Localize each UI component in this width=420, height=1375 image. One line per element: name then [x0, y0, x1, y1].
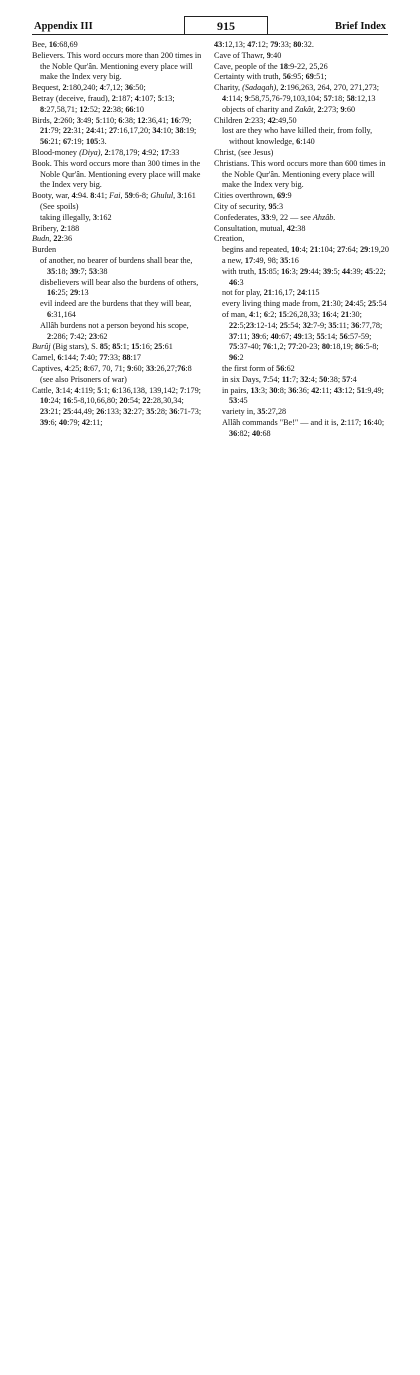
index-entry: Cave, people of the 18:9-22, 25,26 — [214, 61, 328, 71]
header-section-title: Appendix III — [34, 21, 93, 32]
index-entry: Certainty with truth, 56:95; 69:51; — [214, 72, 327, 82]
index-entry: Birds, 2:260; 3:49; 5:110; 6:38; 12:36,41; 16:79; 21:79; 22:31; 24:41; 27:16,17,20; 34:10; 38:19; 56:21; 67:19; 105:3. — [32, 115, 197, 147]
index-subentry: in six Days, 7:54; 11:7; 32:4; 50:38; 57:4 — [222, 374, 357, 384]
index-subentry: disbelievers will bear also the burdens of others, 16:25; 29:13 — [40, 277, 199, 298]
index-subentry: objects of charity and Zakât, 2:273; 9:60 — [222, 104, 356, 114]
page-number-box: 915 — [184, 16, 268, 35]
index-subentry: Allâh commands "Be!" — and it is, 2:117; 16:40; 36:82; 40:68 — [222, 417, 385, 438]
index-subentry: every living thing made from, 21:30; 24:45; 25:54 — [222, 299, 387, 309]
index-subentry: in pairs, 13:3; 30:8; 36:36; 42:11; 43:12; 51:9,49; 53:45 — [222, 385, 384, 406]
index-entry: Burden — [32, 245, 57, 255]
index-entry: Book. This word occurs more than 300 times in the Noble Qur'ân. Mentioning every place will make the Index very big. — [32, 158, 201, 190]
index-entry: Camel, 6:144; 7:40; 77:33; 88:17 — [32, 353, 141, 363]
index-entry: Cave of Thawr, 9:40 — [214, 50, 282, 60]
index-entry: City of security, 95:3 — [214, 201, 284, 211]
index-subentry: of another, no bearer of burdens shall bear the, 35:18; 39:7; 53:38 — [40, 255, 193, 276]
index-subentry: a new, 17:49, 98; 35:16 — [222, 255, 299, 265]
index-entry: Betray (deceive, fraud), 2:187; 4:107; 5:13; 8:27,58,71; 12:52; 22:38; 66:10 — [32, 93, 175, 114]
index-entry: Blood-money (Diya), 2:178,179; 4:92; 17:33 — [32, 147, 180, 157]
index-entry: Consultation, mutual, 42:38 — [214, 223, 306, 233]
index-subentry: evil indeed are the burdens that they will bear, 6:31,164 — [40, 299, 192, 319]
index-entry: Cattle, 3:14; 4:119; 5:1; 6:136,138, 139,142; 7:179; 10:24; 16:5-8,10,66,80; 20:54; 22:28,30,34; 23:21; 25:44,49; 26:133; 32:27; 35:28; 36:71-73; 39:6; 40:79; 42:11; — [32, 385, 202, 427]
page-header — [32, 14, 388, 35]
index-entry: Booty, war, 4:94. 8:41; Fai, 59:6-8; Ghulul, 3:161 (See spoils) — [32, 191, 196, 211]
index-entry: Christ, (see Jesus) — [214, 147, 274, 157]
index-entry: Believers. This word occurs more than 200 times in the Noble Qur'ân. Mentioning every place will make the Index very big. — [32, 50, 202, 82]
index-column-right — [214, 40, 392, 439]
index-entry: Bee, 16:68,69 — [32, 40, 78, 49]
index-entry: Budn, 22:36 — [32, 234, 73, 244]
index-entry: Charity, (Sadaqah), 2:196,263, 264, 270, 271,273; 4:114; 9:58,75,76-79,103,104; 57:18; 58:12,13 — [214, 83, 380, 103]
index-subentry: not for play, 21:16,17; 24:115 — [222, 288, 320, 298]
index-subentry: of man, 4:1; 6:2; 15:26,28,33; 16:4; 21:30; 22:5;23:12-14; 25:54; 32:7-9; 35:11; 36:77,78; 37:11; 39:6; 40:67; 49:13; 55:14; 56:57-59; 75:37-40; 76:1,2; 77:20-23; 80:18,19; 86:5-8; 96:2 — [222, 309, 383, 363]
index-subentry: variety in, 35:27,28 — [222, 407, 287, 417]
index-entry: Creation, — [214, 234, 245, 244]
index-entry: Children 2:233; 42:49,50 — [214, 115, 297, 125]
index-subentry: taking illegally, 3:162 — [40, 212, 112, 222]
index-subentry: Allâh burdens not a person beyond his scope, 2:286; 7:42; 23:62 — [40, 320, 189, 341]
index-entry: Cities overthrown, 69:9 — [214, 191, 292, 201]
index-entry: Burûj (Big stars), S. 85; 85:1; 15:16; 25:61 — [32, 342, 173, 352]
index-column-left — [32, 40, 204, 429]
index-subentry: with truth, 15:85; 16:3; 29:44; 39:5; 44:39; 45:22; 46:3 — [222, 266, 386, 287]
index-subentry: lost are they who have killed their, from folly, without knowledge, 6:140 — [222, 126, 373, 147]
index-entry: Christians. This word occurs more than 600 times in the Noble Qur'ân. Mentioning every place will make the Index very big. — [214, 158, 386, 190]
index-entry: Bequest, 2:180,240; 4:7,12; 36:50; — [32, 83, 146, 93]
index-entry: Captives, 4:25; 8:67, 70, 71; 9:60; 33:26,27;76:8 (see also Prisoners of war) — [32, 363, 192, 384]
index-entry: 43:12,13; 47:12; 79:33; 80:32. — [214, 40, 314, 49]
index-subentry: begins and repeated, 10:4; 21:104; 27:64; 29:19,20 — [222, 245, 389, 255]
header-index-title: Brief Index — [334, 21, 386, 32]
index-subentry: the first form of 56:62 — [222, 363, 295, 373]
index-entry: Confederates, 33:9, 22 — see Ahzâb. — [214, 212, 336, 222]
index-entry: Bribery, 2:188 — [32, 223, 80, 233]
